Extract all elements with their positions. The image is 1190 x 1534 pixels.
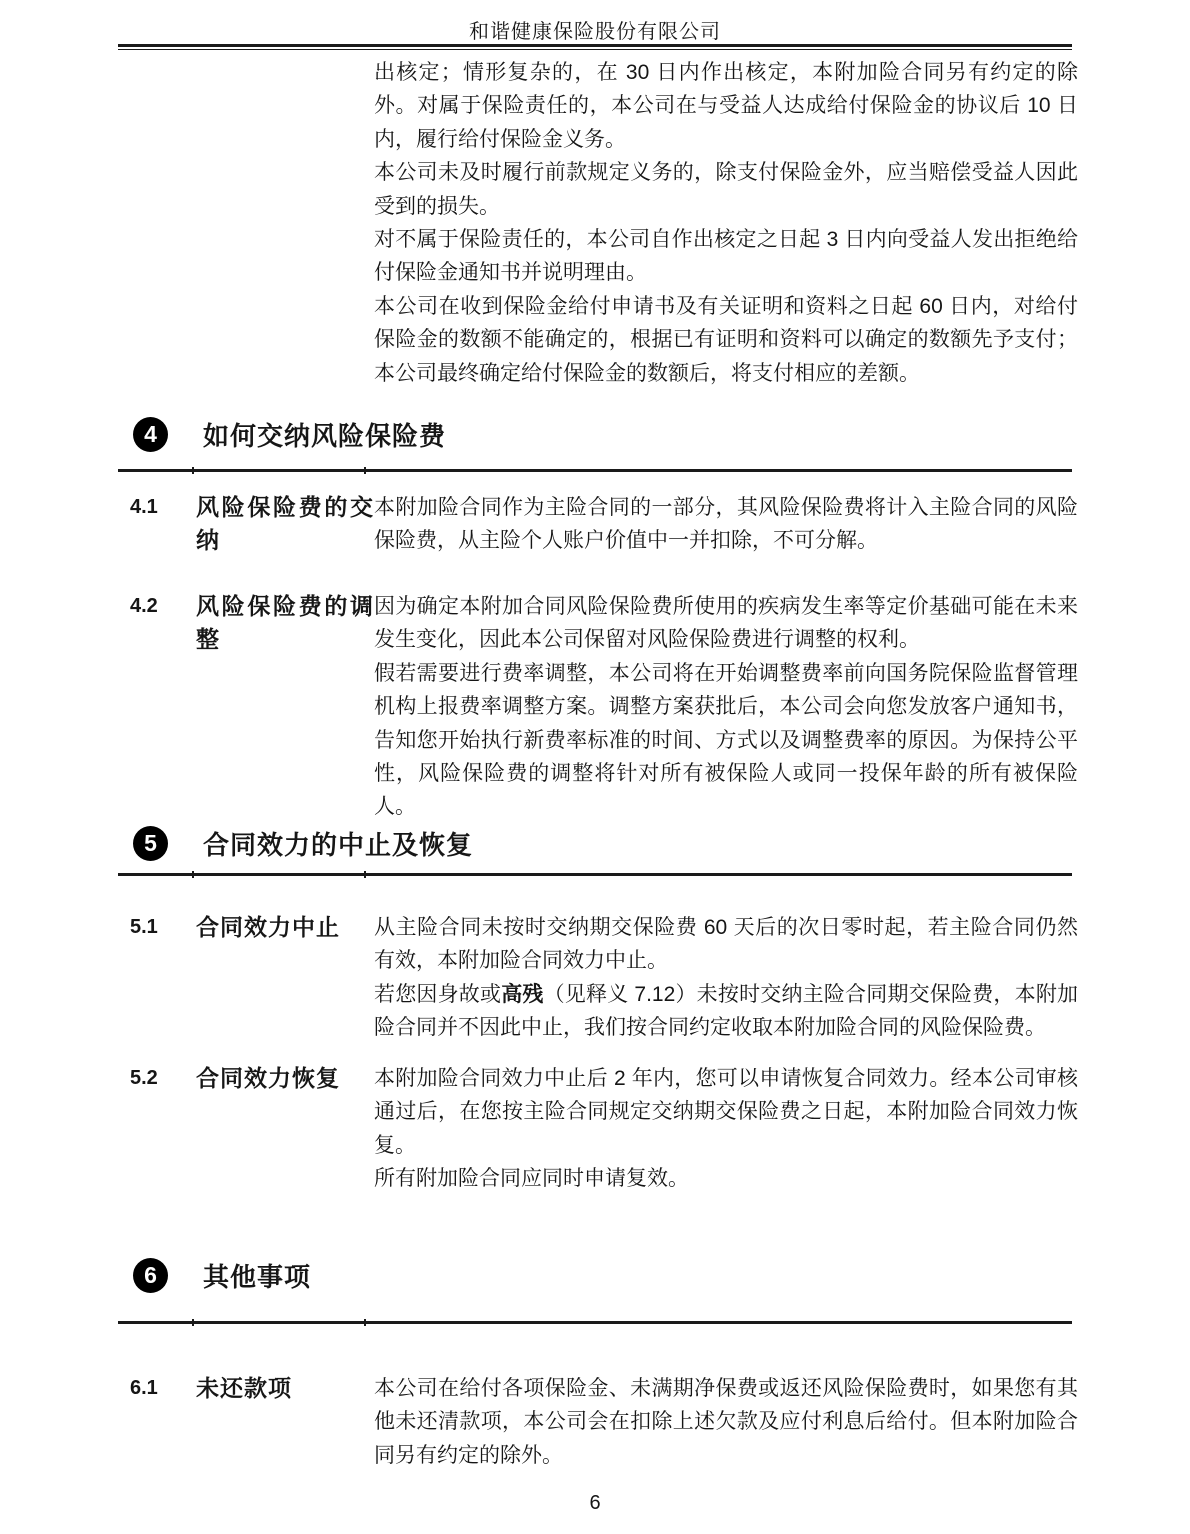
clause-paragraph: 从主险合同未按时交纳期交保险费 60 天后的次日零时起，若主险合同仍然有效，本附加险合同效力中止。 [374, 916, 1078, 973]
clause-paragraph: 本附加险合同效力中止后 2 年内，您可以申请恢复合同效力。经本公司审核通过后，在您按主险合同规定交纳期交保险费之日起，本附加险合同效力恢复。 [374, 1067, 1078, 1157]
rule-tick [364, 871, 366, 878]
section-rule [118, 469, 1072, 472]
company-header: 和谐健康保险股份有限公司 [469, 21, 721, 43]
section-rule [118, 1321, 1072, 1324]
clause-body [374, 1372, 1078, 1472]
rule-tick [364, 467, 366, 474]
clause-body [374, 911, 1078, 1045]
clause-text: 若您因身故或 [374, 982, 502, 1006]
rule-tick [364, 1319, 366, 1326]
clause-term: 风险保险费的交纳 [196, 494, 374, 554]
clause-text: （见释义 7.12）未按时交纳主险合同期交保险费，本附加险合同并不因此中止，我们按合同约定收取本附加险合同的风险保险费。 [374, 982, 1079, 1040]
clause-paragraph: 所有附加险合同应同时申请复效。 [374, 1167, 689, 1191]
clause-term: 合同效力恢复 [196, 1065, 340, 1091]
section-number-badge: 6 [133, 1258, 168, 1293]
clause-number: 6.1 [130, 1377, 158, 1399]
clause-paragraph: 假若需要进行费率调整，本公司将在开始调整费率前向国务院保险监督管理机构上报费率调整方案。调整方案获批后，本公司会向您发放客户通知书，告知您开始执行新费率标准的时间、方式以及调整费率的原因。为保持公平性，风险保险费的调整将针对所有被保险人或同一投保年龄的所有被保险人。 [374, 661, 1078, 819]
rule-tick [192, 871, 194, 878]
section-title: 其他事项 [203, 1262, 312, 1292]
intro-paragraph: 本公司在收到保险金给付申请书及有关证明和资料之日起 60 日内，对给付保险金的数额不能确定的，根据已有证明和资料可以确定的数额先予支付；本公司最终确定给付保险金的数额后，将支付相应的差额。 [374, 294, 1078, 385]
intro-paragraph: 对不属于保险责任的，本公司自作出核定之日起 3 日内向受益人发出拒绝给付保险金通知书并说明理由。 [374, 228, 1078, 285]
clause-number: 4.1 [130, 496, 158, 518]
section-number-badge: 4 [133, 417, 168, 452]
bold-term: 高残 [501, 982, 544, 1006]
intro-paragraph: 本公司未及时履行前款规定义务的，除支付保险金外，应当赔偿受益人因此受到的损失。 [374, 161, 1078, 218]
clause-paragraph: 本公司在给付各项保险金、未满期净保费或返还风险保险费时，如果您有其他未还清款项，本公司会在扣除上述欠款及应付利息后给付。但本附加险合同另有约定的除外。 [374, 1377, 1078, 1467]
clause-paragraph [374, 978, 1078, 1045]
section-title: 如何交纳风险保险费 [203, 421, 447, 451]
section-5-header [133, 826, 473, 861]
clause-body [374, 590, 1078, 824]
clause-paragraph: 本附加险合同作为主险合同的一部分，其风险保险费将计入主险合同的风险保险费，从主险个人账户价值中一并扣除，不可分解。 [374, 496, 1078, 553]
clause-term: 合同效力中止 [196, 914, 340, 940]
header-rule [118, 44, 1072, 50]
page-number: 6 [589, 1492, 601, 1514]
clause-term: 风险保险费的调整 [196, 593, 374, 653]
intro-paragraph: 出核定；情形复杂的，在 30 日内作出核定，本附加险合同另有约定的除外。对属于保险责任的，本公司在与受益人达成给付保险金的协议后 10 日内，履行给付保险金义务。 [374, 61, 1078, 151]
section-rule [118, 873, 1072, 876]
clause-body [374, 1062, 1078, 1196]
clause-body [374, 491, 1078, 558]
rule-tick [192, 1319, 194, 1326]
section-4-header [133, 417, 446, 452]
clause-term: 未还款项 [196, 1375, 292, 1401]
clause-number: 5.2 [130, 1067, 158, 1089]
rule-tick [192, 467, 194, 474]
section-number-badge: 5 [133, 826, 168, 861]
section-title: 合同效力的中止及恢复 [203, 830, 474, 860]
section-6-header [133, 1258, 311, 1293]
clause-number: 5.1 [130, 916, 158, 938]
intro-block [374, 56, 1078, 390]
clause-paragraph: 因为确定本附加合同风险保险费所使用的疾病发生率等定价基础可能在未来发生变化，因此本公司保留对风险保险费进行调整的权利。 [374, 595, 1078, 652]
clause-number: 4.2 [130, 595, 158, 617]
